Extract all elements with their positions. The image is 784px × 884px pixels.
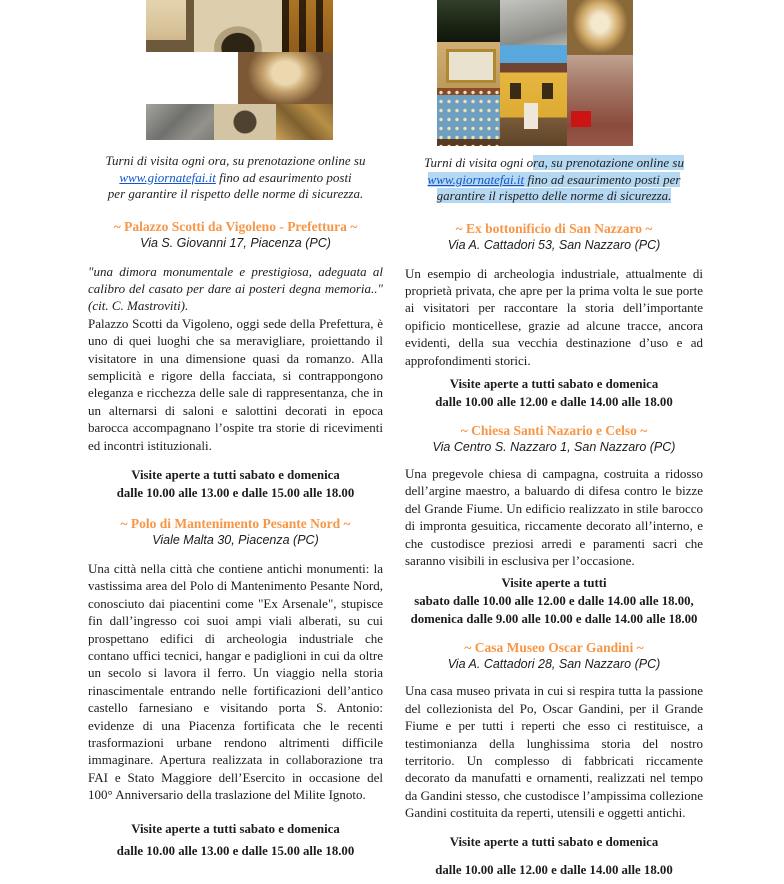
section-title-chiesa-santi-nazario: ~ Chiesa Santi Nazario e Celso ~	[460, 422, 648, 438]
visit-hours-line: domenica dalle 9.00 alle 10.00 e dalle 14.00 alle 18.00	[410, 612, 698, 627]
collage-photo-bicycles	[276, 104, 333, 140]
visit-hours	[405, 574, 703, 628]
booking-notice-line: per garantire il rispetto delle norme di sicurezza.	[107, 186, 364, 201]
visit-hours	[405, 828, 703, 884]
house-door	[524, 103, 538, 129]
booking-notice-line	[405, 188, 703, 205]
visit-hours-line: dalle 10.00 alle 13.00 e dalle 15.00 alle 18.00	[116, 485, 355, 500]
highlighted-text: garantire il rispetto delle norme di sicurezza.	[436, 188, 672, 203]
booking-notice-line	[405, 172, 703, 189]
collage-photo-hall	[146, 52, 238, 104]
booking-notice-text: fino ad esaurimento posti	[215, 169, 352, 185]
section-address: Viale Malta 30, Piacenza (PC)	[152, 532, 319, 547]
visit-hours-line: Visite aperte a tutti	[501, 576, 607, 591]
section-address: Via A. Cattadori 53, San Nazzaro (PC)	[447, 237, 661, 252]
red-exhibit	[571, 111, 591, 127]
highlighted-text	[428, 172, 681, 187]
visit-hours	[88, 466, 383, 502]
house-window	[510, 83, 521, 99]
collage-photo-rooftops	[500, 0, 567, 45]
visit-hours-line: Visite aperte a tutti sabato e domenica	[131, 467, 340, 482]
booking-notice-text: Turni di visita ogni o	[424, 155, 534, 170]
collage-photo-portal	[194, 0, 282, 52]
collage-photo-trees	[437, 0, 500, 42]
section-body	[88, 263, 383, 454]
collage-photo-vault	[238, 52, 333, 104]
painting-frame	[446, 49, 496, 83]
collage-photo-yellow-house	[500, 45, 567, 146]
quote-text: "una dimora monumentale e prestigiosa, adeguata al calibro del casato per dare ai posteri degna memoria.." (cit. C. Mastroviti).	[88, 263, 383, 314]
collage-photo-medallion	[214, 104, 276, 140]
collage-photo-museum-room	[567, 55, 633, 146]
body-text: Palazzo Scotti da Vigoleno, oggi sede della Prefettura, è uno di quei luoghi che sa meravigliare, proiettando il visitatore in una dimensione quasi da romanzo. Alla semplicità e rigore della facciata, si contrappongono eleganza e ricchezza delle sale di rappresentanza, che in un alternarsi di saloni e salottini decorati in epoca barocca accompagnano l’ospite tra storie di ricevimenti ed incontri istituzionali.	[88, 315, 383, 453]
section-title-ex-bottonificio: ~ Ex bottonificio di San Nazzaro ~	[455, 220, 653, 236]
visit-hours-line: Visite aperte a tutti sabato e domenica	[449, 376, 659, 391]
booking-notice-line	[88, 170, 383, 187]
section-address: Via A. Cattadori 28, San Nazzaro (PC)	[447, 657, 661, 672]
highlighted-text: ra, su prenotazione online su	[533, 155, 684, 170]
san-nazzaro-collage-image	[437, 0, 633, 146]
visit-hours-line: Visite aperte a tutti sabato e domenica	[449, 834, 659, 849]
left-booking-notice	[88, 153, 383, 203]
collage-photo-painting	[437, 42, 500, 88]
visit-hours	[88, 818, 383, 862]
visit-hours-line: dalle 10.00 alle 12.00 e dalle 14.00 alle 18.00	[435, 394, 673, 409]
section-address: Via S. Giovanni 17, Piacenza (PC)	[140, 235, 331, 250]
palazzo-collage-image	[146, 0, 333, 140]
visit-hours-line: Visite aperte a tutti sabato e domenica	[131, 821, 340, 836]
collage-photo-church-interior	[567, 0, 633, 55]
section-title-palazzo-scotti: ~ Palazzo Scotti da Vigoleno - Prefettura ~	[113, 218, 358, 234]
collage-photo-fresco	[146, 104, 214, 140]
visit-hours-line: dalle 10.00 alle 13.00 e dalle 15.00 alle 18.00	[116, 843, 355, 858]
right-booking-notice	[405, 155, 703, 205]
section-address: Via Centro S. Nazzaro 1, San Nazzaro (PC)	[432, 439, 676, 454]
section-body: Un esempio di archeologia industriale, attualmente di proprietà privata, che apre per la prima volta le sue porte ai visitatori per raccontare la storia dell’importante opificio monticellese, grazie ad alcune tracce, ancora evidenti, della sua vecchia destinazione d’uso e ad approfondimenti storici.	[405, 265, 703, 368]
visit-hours-line: sabato dalle 10.00 alle 12.00 e dalle 14.00 alle 18.00,	[414, 594, 694, 609]
right-column	[405, 155, 703, 884]
collage-photo-button-display	[437, 88, 500, 146]
giornatefai-link[interactable]: www.giornatefai.it	[119, 169, 216, 185]
section-body: Una pregevole chiesa di campagna, costruita a ridosso dell’argine maestro, a baluardo di difesa contro le bizze del Grande Fiume. Un edificio realizzato in stile barocco di impronta gesuitica, riccamente decorato all’interno, e che custodisce preziosi arredi e paramenti sacri che saranno visibili in esclusiva per l’occasione.	[405, 465, 703, 568]
collage-photo-arcade	[282, 0, 333, 52]
booking-notice-text: fino ad esaurimento posti per	[524, 171, 681, 187]
section-body: Una città nella città che contiene antichi monumenti: la vastissima area del Polo di Mantenimento Pesante Nord, conosciuto dai piacentini come "Ex Arsenale", stupisce fin dall’ingresso coi suoi ampi viali alberati, su cui prospettano edifici di archeologia industriale che contano uffici tecnici, hangar e padiglioni in cui da oltre un secolo si lavora il ferro. Un viaggio nella storia rinascimentale entrando nelle fortificazioni dell’antico castello farnesiano e visitando porta S. Antonio: evidenze di una Piacenza fortificata che le recenti trasformazioni urbane rendono altrimenti difficile immaginare. Apertura realizzata in collaborazione tra FAI e Stato Maggiore dell’Esercito in occasione del 100° Anniversario della traslazione del Milite Ignoto.	[88, 560, 383, 803]
section-title-polo-mantenimento: ~ Polo di Mantenimento Pesante Nord ~	[120, 515, 351, 531]
section-title-casa-museo-gandini: ~ Casa Museo Oscar Gandini ~	[464, 640, 644, 656]
visit-hours-line: dalle 10.00 alle 12.00 e dalle 14.00 alle 18.00	[435, 862, 673, 877]
giornatefai-link[interactable]: www.giornatefai.it	[427, 171, 525, 187]
visit-hours	[405, 375, 703, 411]
collage-photo-facade	[146, 0, 194, 52]
section-body: Una casa museo privata in cui si respira tutta la passione del collezionista del Po, Oscar Gandini, per il Grande Fiume e per tutti i reperti che esso ci restituisce, a testimonianza della lunghissima storia del nostro territorio. Un complesso di fabbricati riccamente decorato da manufatti e ornamenti, realizzati nel tempo da Gandini stesso, che custodisce l’ampissima collezione Gandini costituita da reperti, utensili e oggetti antichi.	[405, 683, 703, 821]
booking-notice-line	[405, 155, 703, 172]
left-column	[88, 153, 383, 862]
house-window	[542, 83, 553, 99]
booking-notice-line: Turni di visita ogni ora, su prenotazione online su	[105, 153, 366, 168]
